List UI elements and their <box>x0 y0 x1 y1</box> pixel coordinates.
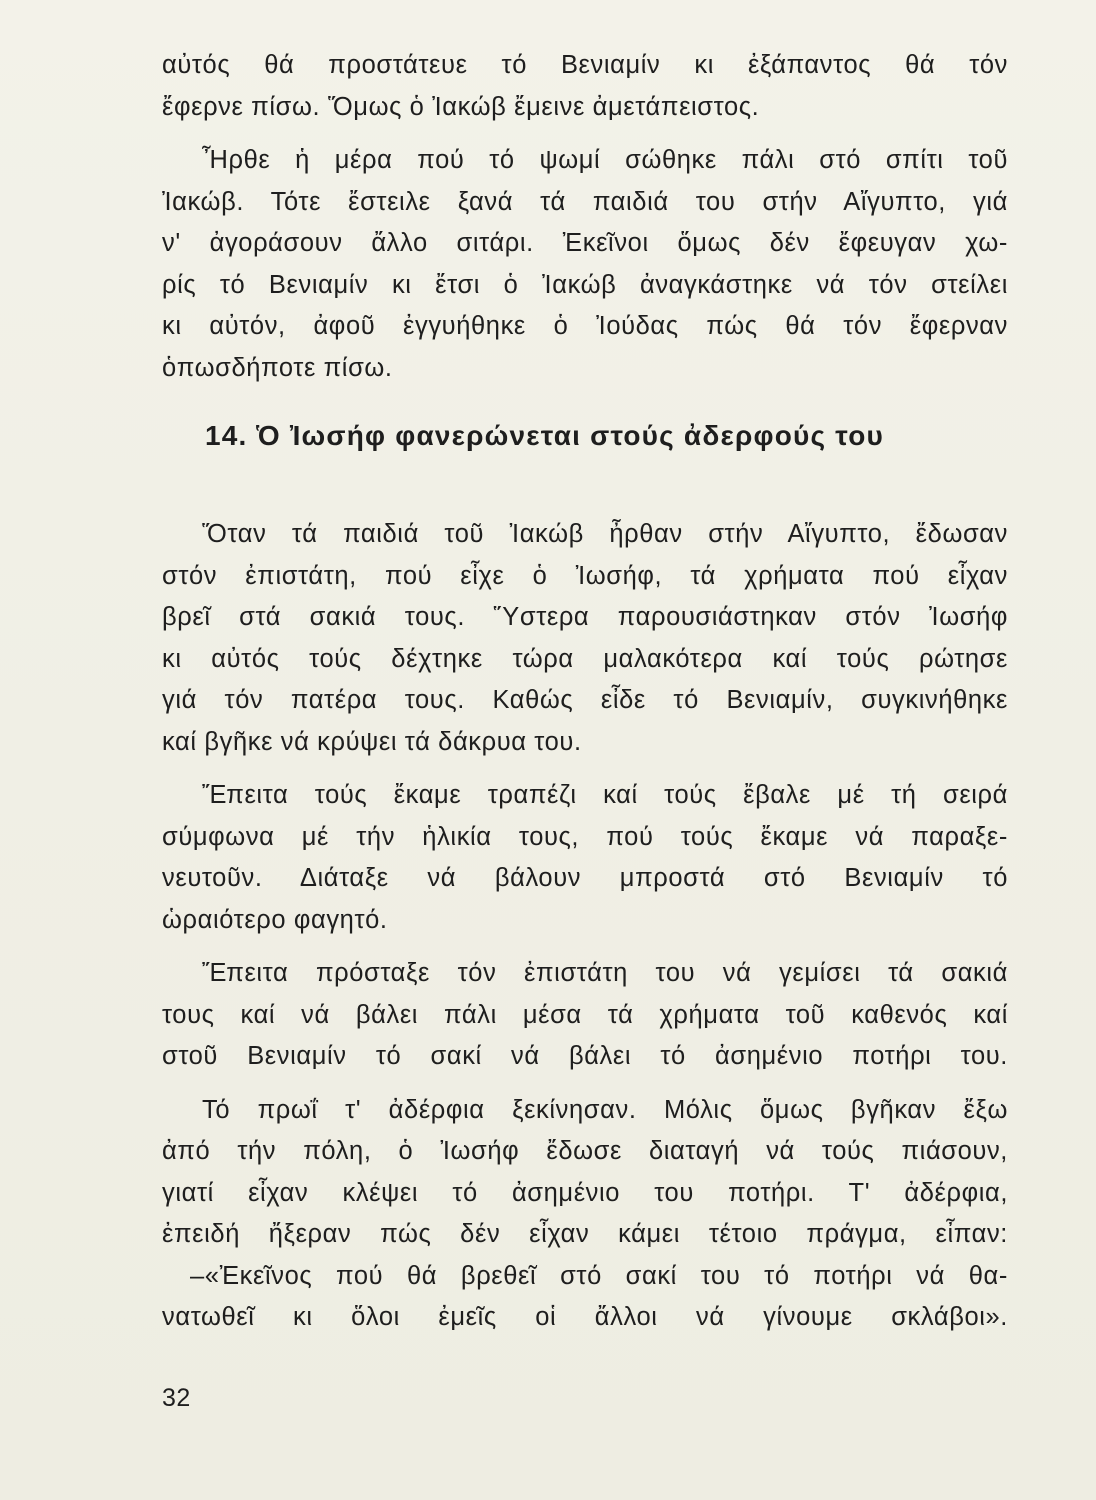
text-line: κι αὐτός τούς δέχτηκε τώρα μαλακότερα καί τούς ρώτησε <box>162 644 1008 673</box>
text-line: καί βγῆκε νά κρύψει τά δάκρυα του. <box>162 727 582 756</box>
text-line: στοῦ Βενιαμίν τό σακί νά βάλει τό ἀσημένιο ποτήρι του. <box>162 1042 1008 1070</box>
text-line: τους καί νά βάλει πάλι μέσα τά χρήματα τοῦ καθενός καί <box>162 1000 1008 1029</box>
text-line: αὐτός θά προστάτευε τό Βενιαμίν κι ἐξάπαντος θά τόν <box>162 51 1008 79</box>
text-line: –«Ἐκεῖνος πού θά βρεθεῖ στό σακί του τό ποτήρι νά θα- <box>190 1261 1008 1290</box>
paragraph-5 <box>162 953 1008 1078</box>
text-line: γιατί εἶχαν κλέψει τό ἀσημένιο του ποτήρι. Τ' ἀδέρφια, <box>162 1178 1008 1207</box>
main-text-block <box>162 514 1008 1339</box>
paragraph-3 <box>162 514 1008 763</box>
text-line: ἐπειδή ἤξεραν πώς δέν εἶχαν κάμει τέτοιο πράγμα, εἶπαν: <box>162 1220 1008 1248</box>
text-line: ἔφερνε πίσω. Ὅμως ὁ Ἰακώβ ἔμεινε ἀμετάπειστος. <box>162 92 760 121</box>
text-line: στόν ἐπιστάτη, πού εἶχε ὁ Ἰωσήφ, τά χρήματα πού εἶχαν <box>162 561 1008 590</box>
text-line: Ὅταν τά παιδιά τοῦ Ἰακώβ ἦρθαν στήν Αἴγυπτο, ἔδωσαν <box>202 520 1008 548</box>
text-line: Τό πρωΐ τ' ἀδέρφια ξεκίνησαν. Μόλις ὅμως βγῆκαν ἔξω <box>202 1095 1008 1124</box>
text-line: ὡραιότερο φαγητό. <box>162 905 388 934</box>
page-number: 32 <box>162 1384 191 1412</box>
text-line: σύμφωνα μέ τήν ἡλικία τους, πού τούς ἔκαμε νά παραξε- <box>162 822 1008 851</box>
text-line: Ἔπειτα πρόσταξε τόν ἐπιστάτη του νά γεμίσει τά σακιά <box>202 959 1008 987</box>
text-line: Ἦρθε ἡ μέρα πού τό ψωμί σώθηκε πάλι στό σπίτι τοῦ <box>202 146 1008 174</box>
text-line: Ἔπειτα τούς ἔκαμε τραπέζι καί τούς ἔβαλε μέ τή σειρά <box>202 781 1008 809</box>
text-line: ρίς τό Βενιαμίν κι ἔτσι ὁ Ἰακώβ ἀναγκάστηκε νά τόν στείλει <box>162 270 1008 299</box>
paragraph-2 <box>162 140 1008 389</box>
paragraph-4 <box>162 775 1008 941</box>
text-line: Ἰακώβ. Τότε ἔστειλε ξανά τά παιδιά του στήν Αἴγυπτο, γιά <box>162 187 1008 216</box>
text-line: νατωθεῖ κι ὅλοι ἐμεῖς οἱ ἄλλοι νά γίνουμε σκλάβοι». <box>162 1303 1008 1331</box>
paragraph-1 <box>162 45 1008 128</box>
top-text-block <box>162 45 1008 389</box>
paragraph-6 <box>162 1090 1008 1339</box>
text-line: νευτοῦν. Διάταξε νά βάλουν μπροστά στό Βενιαμίν τό <box>162 864 1008 892</box>
text-line: ἀπό τήν πόλη, ὁ Ἰωσήφ ἔδωσε διαταγή νά τούς πιάσουν, <box>162 1137 1008 1165</box>
text-line: ὁπωσδήποτε πίσω. <box>162 353 393 382</box>
text-line: γιά τόν πατέρα τους. Καθώς εἶδε τό Βενιαμίν, συγκινήθηκε <box>162 686 1008 714</box>
section-heading: 14. Ὁ Ἰωσήφ φανερώνεται στούς ἀδερφούς του <box>205 420 884 451</box>
text-line: ν' ἀγοράσουν ἄλλο σιτάρι. Ἐκεῖνοι ὅμως δέν ἔφευγαν χω- <box>162 229 1008 257</box>
text-line: βρεῖ στά σακιά τους. Ὕστερα παρουσιάστηκαν στόν Ἰωσήφ <box>162 603 1008 631</box>
text-line: κι αὐτόν, ἀφοῦ ἐγγυήθηκε ὁ Ἰούδας πώς θά τόν ἔφερναν <box>162 312 1008 340</box>
